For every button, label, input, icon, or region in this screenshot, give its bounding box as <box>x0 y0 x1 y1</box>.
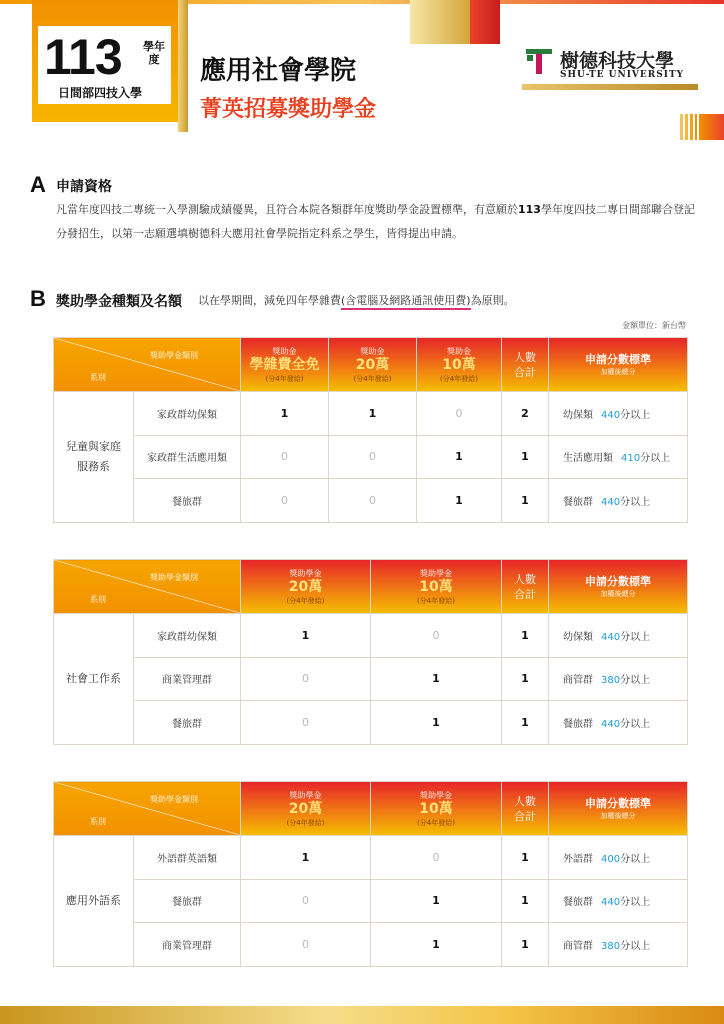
quota-value: 0 <box>329 435 417 479</box>
quota-value: 0 <box>241 435 329 479</box>
bottom-gold-bar <box>0 1006 724 1024</box>
scholarship-col-200k: 獎助金 20萬 (分4年發給) <box>329 338 417 392</box>
department-name: 社會工作系 <box>54 614 134 745</box>
scholarship-col-100k: 獎助學金 10萬 (分4年發給) <box>371 782 502 836</box>
group-name: 外語群英語類 <box>134 836 241 880</box>
criteria-cell: 餐旅群 440分以上 <box>549 701 688 745</box>
count-header: 人數 合計 <box>502 782 549 836</box>
scholarship-col-200k: 獎助學金 20萬 (分4年發給) <box>241 782 371 836</box>
total-value: 1 <box>502 836 549 880</box>
header-diagonal-cell <box>54 560 241 614</box>
section-a-letter: A <box>30 172 46 197</box>
header-diagonal-cell <box>54 782 241 836</box>
criteria-header: 申請分數標準 加權後總分 <box>549 782 688 836</box>
eligibility-paragraph: 凡當年度四技二專統一入學測驗成績優異，且符合本院各類群年度獎助學金設置標準，有意願於113學年度四技二專日間部聯合登記分發招生，以第一志願選填樹德科大應用社會學院指定科系之學生，皆得提出申請。 <box>56 203 695 240</box>
total-value: 1 <box>502 435 549 479</box>
quota-value: 1 <box>417 435 502 479</box>
scholarship-table-applied-foreign-languages <box>53 781 688 967</box>
table-row <box>54 614 688 658</box>
gold-divider <box>178 0 188 132</box>
category-header-label: 獎助學金類別 <box>150 573 198 582</box>
total-value: 1 <box>502 614 549 658</box>
currency-note: 金額單位：新台幣 <box>622 321 686 330</box>
quota-value: 0 <box>241 879 371 923</box>
total-value: 1 <box>502 879 549 923</box>
quota-value: 1 <box>371 657 502 701</box>
scholarship-col-full-waiver: 獎助金 學雜費全免 (分4年發給) <box>241 338 329 392</box>
total-value: 1 <box>502 479 549 523</box>
department-name: 兒童與家庭 服務系 <box>54 392 134 523</box>
criteria-header: 申請分數標準 加權後總分 <box>549 560 688 614</box>
quota-value: 1 <box>241 392 329 436</box>
quota-value: 0 <box>371 836 502 880</box>
section-b-note: 以在學期間，減免四年學雜費(含電腦及網路通訊使用費)為原則。 <box>198 292 515 308</box>
table-row <box>54 479 688 523</box>
department-header-label: 系別 <box>90 595 106 604</box>
quota-value: 1 <box>371 701 502 745</box>
table-row <box>54 836 688 880</box>
department-header-label: 系別 <box>90 817 106 826</box>
criteria-cell: 商管群 380分以上 <box>549 657 688 701</box>
quota-value: 1 <box>371 923 502 967</box>
quota-value: 0 <box>241 479 329 523</box>
university-name: 樹德科技大學 <box>560 50 675 72</box>
table-row <box>54 392 688 436</box>
group-name: 商業管理群 <box>134 923 241 967</box>
quota-value: 0 <box>241 923 371 967</box>
criteria-cell: 幼保類 440分以上 <box>549 614 688 658</box>
criteria-cell: 外語群 400分以上 <box>549 836 688 880</box>
quota-value: 0 <box>241 701 371 745</box>
table-row <box>54 435 688 479</box>
total-value: 1 <box>502 701 549 745</box>
department-header-label: 系別 <box>90 373 106 382</box>
scholarship-table-social-work <box>53 559 688 745</box>
criteria-header: 申請分數標準 加權後總分 <box>549 338 688 392</box>
header-diagonal-cell <box>54 338 241 392</box>
category-header-label: 獎助學金類別 <box>150 795 198 804</box>
scholarship-col-100k: 獎助金 10萬 (分4年發給) <box>417 338 502 392</box>
quota-value: 1 <box>241 836 371 880</box>
group-name: 家政群生活應用類 <box>134 435 241 479</box>
scholarship-col-200k: 獎助學金 20萬 (分4年發給) <box>241 560 371 614</box>
department-name: 應用外語系 <box>54 836 134 967</box>
criteria-cell: 生活應用類 410分以上 <box>549 435 688 479</box>
criteria-cell: 餐旅群 440分以上 <box>549 479 688 523</box>
criteria-cell: 幼保類 440分以上 <box>549 392 688 436</box>
count-header: 人數 合計 <box>502 338 549 392</box>
total-value: 2 <box>502 392 549 436</box>
quota-value: 1 <box>417 479 502 523</box>
group-name: 餐旅群 <box>134 879 241 923</box>
university-logo-icon <box>524 46 554 76</box>
quota-value: 0 <box>417 392 502 436</box>
table-row <box>54 701 688 745</box>
section-b-letter: B <box>30 286 46 311</box>
criteria-cell: 商管群 380分以上 <box>549 923 688 967</box>
scholarship-title: 菁英招募獎助學金 <box>200 97 377 122</box>
total-value: 1 <box>502 923 549 967</box>
year-number: 113 <box>44 29 122 85</box>
quota-value: 1 <box>371 879 502 923</box>
scholarship-table-child-family <box>53 337 688 523</box>
red-decor-block <box>470 0 500 44</box>
count-header: 人數 合計 <box>502 560 549 614</box>
year-unit: 學年度 <box>143 40 165 66</box>
category-header-label: 獎助學金類別 <box>150 351 198 360</box>
program-label: 日間部四技入學 <box>58 86 143 100</box>
gold-decor-block <box>410 0 470 44</box>
group-name: 商業管理群 <box>134 657 241 701</box>
section-a-title: 申請資格 <box>56 179 112 195</box>
scholarship-col-100k: 獎助學金 10萬 (分4年發給) <box>371 560 502 614</box>
table-row <box>54 923 688 967</box>
table-row <box>54 657 688 701</box>
criteria-cell: 餐旅群 440分以上 <box>549 879 688 923</box>
table-row <box>54 879 688 923</box>
quota-value: 0 <box>329 479 417 523</box>
total-value: 1 <box>502 657 549 701</box>
quota-value: 0 <box>241 657 371 701</box>
section-b-title: 獎助學金種類及名額 <box>56 294 182 310</box>
group-name: 餐旅群 <box>134 701 241 745</box>
decor-stripes <box>680 114 724 140</box>
group-name: 家政群幼保類 <box>134 392 241 436</box>
logo-underline <box>522 84 698 90</box>
quota-value: 0 <box>371 614 502 658</box>
university-name-en: SHU-TE UNIVERSITY <box>560 70 685 80</box>
group-name: 家政群幼保類 <box>134 614 241 658</box>
college-title: 應用社會學院 <box>200 56 357 86</box>
quota-value: 1 <box>241 614 371 658</box>
quota-value: 1 <box>329 392 417 436</box>
group-name: 餐旅群 <box>134 479 241 523</box>
